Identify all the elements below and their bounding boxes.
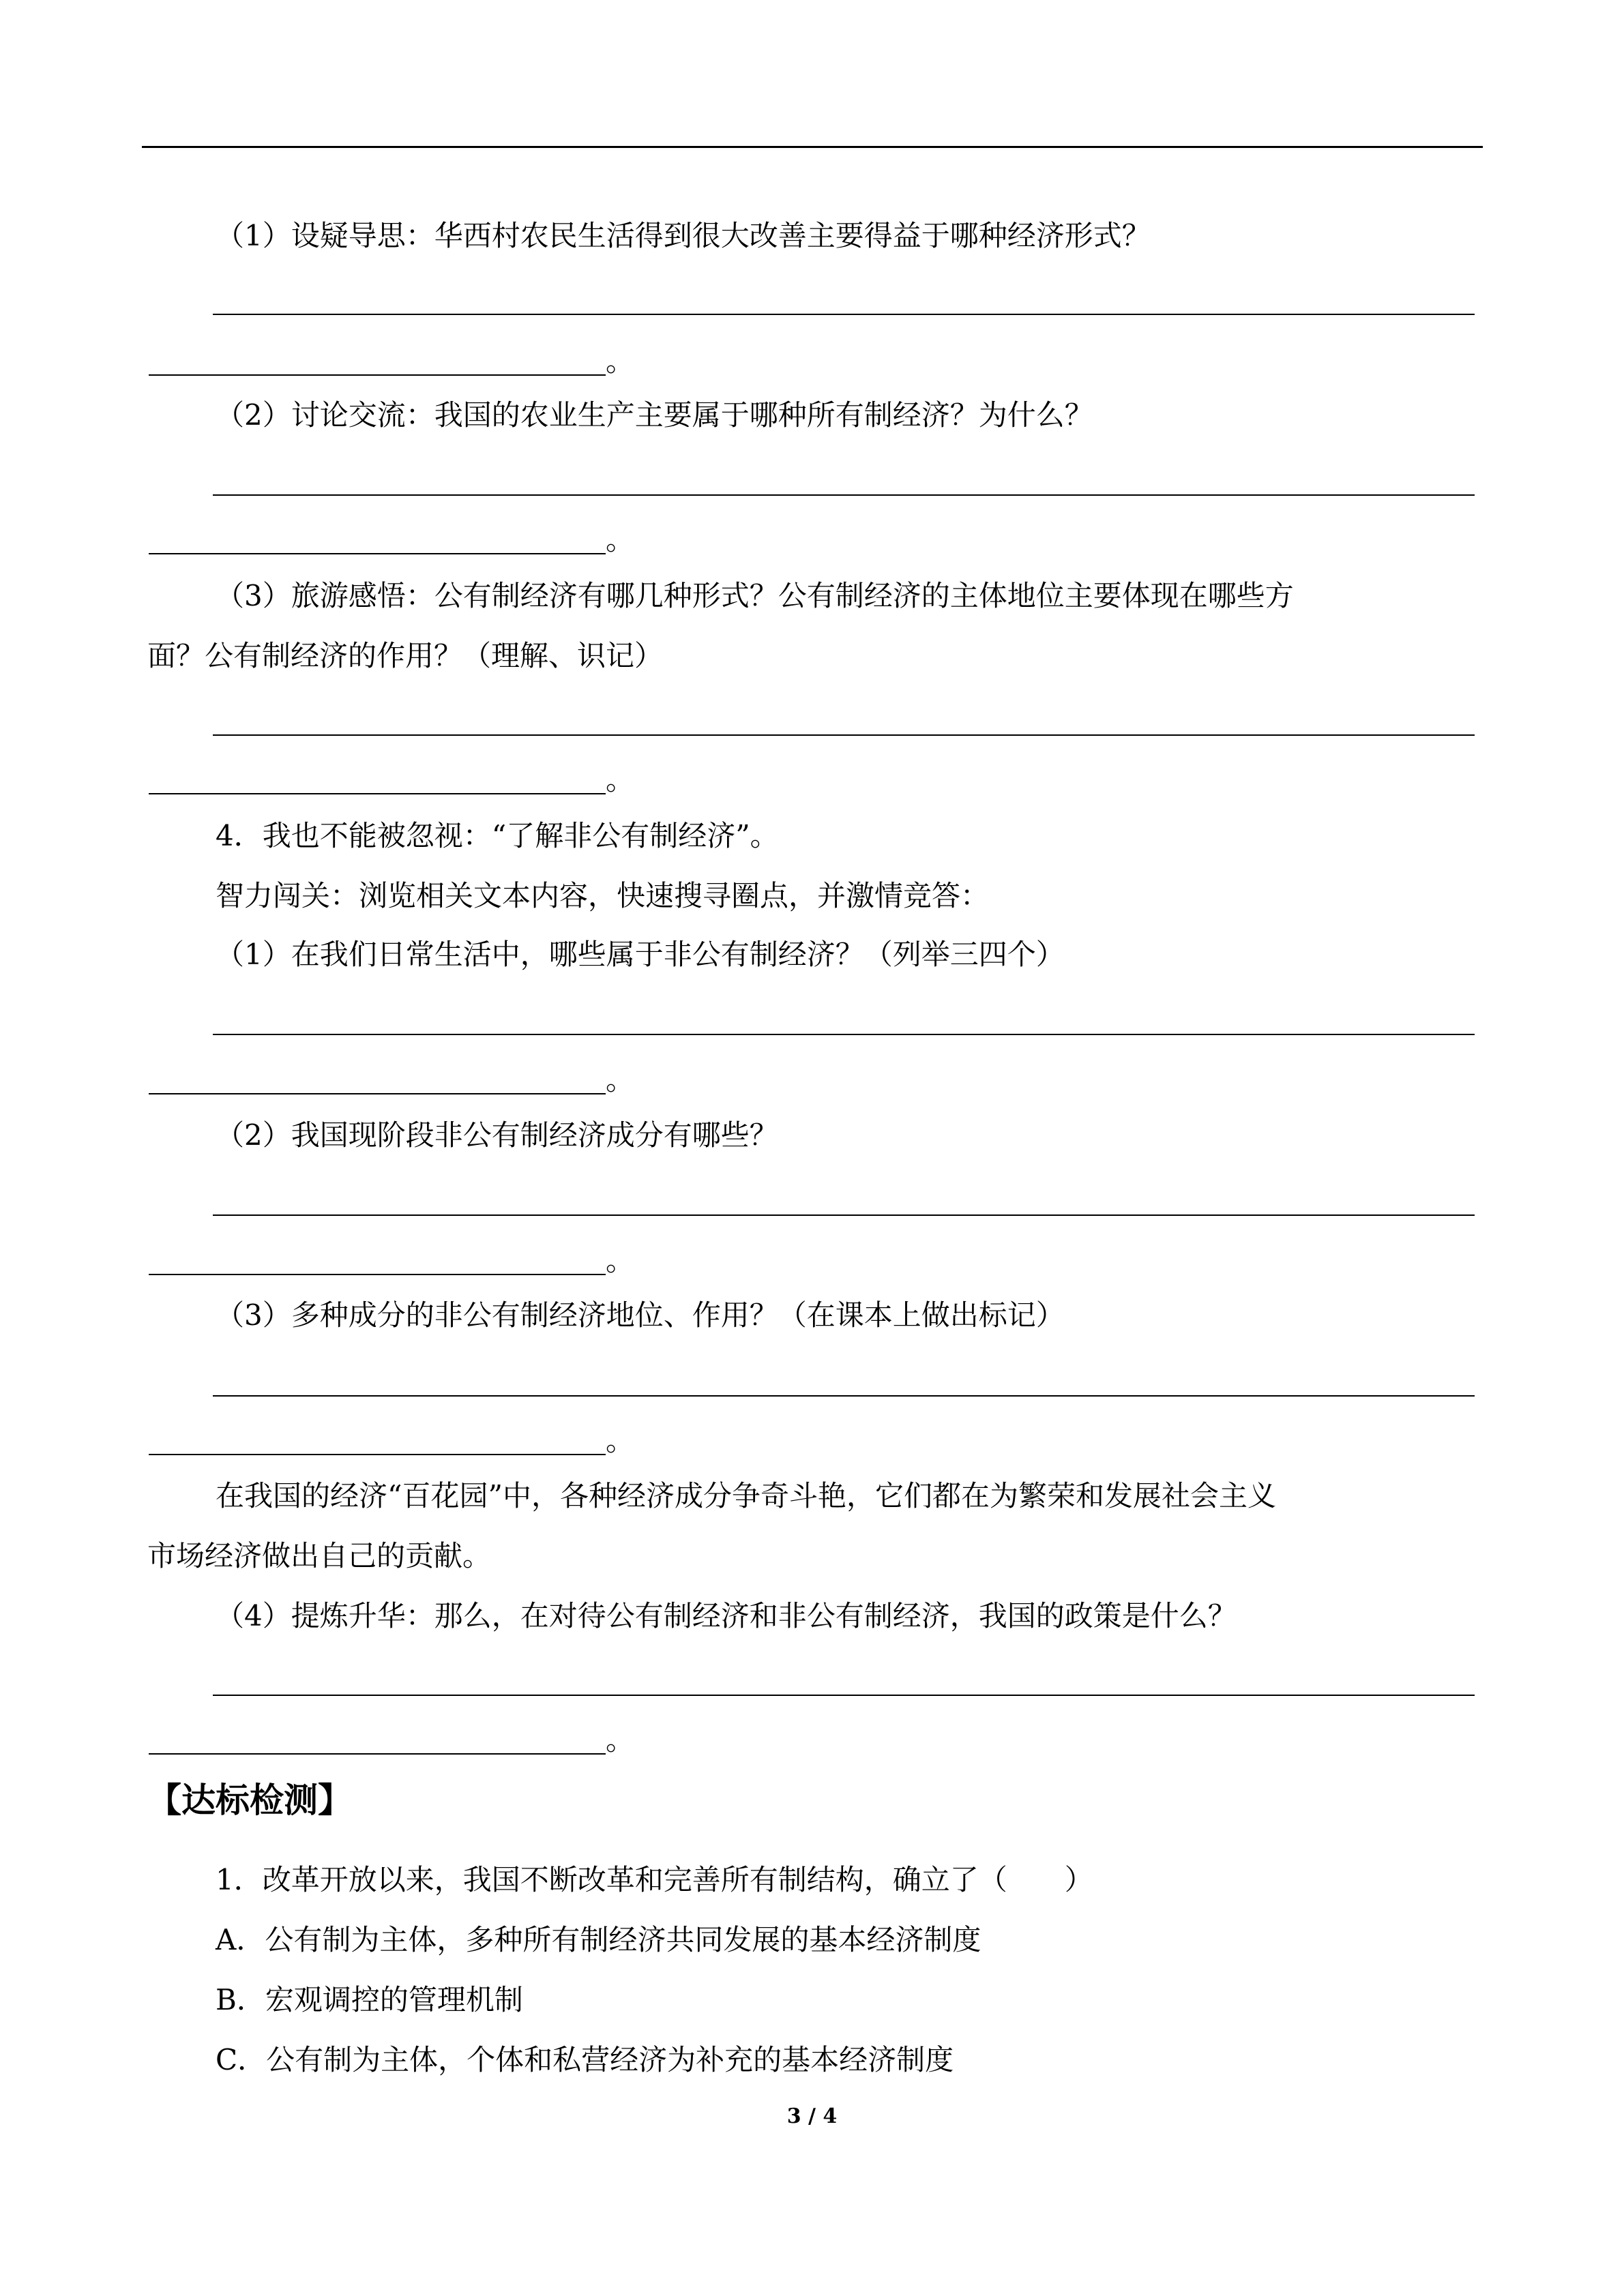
question-2: （2）讨论交流：我国的农业生产主要属于哪种所有制经济？为什么？ xyxy=(216,398,1093,432)
item-4-heading: 4．我也不能被忽视：“了解非公有制经济”。 xyxy=(216,819,779,852)
question-4-4: （4）提炼升华：那么，在对待公有制经济和非公有制经济，我国的政策是什么？ xyxy=(216,1599,1237,1632)
answer-end-mark: 。 xyxy=(606,1063,635,1097)
answer-line xyxy=(213,1034,1475,1035)
section-title: 【达标检测】 xyxy=(147,1780,352,1820)
question-1: （1）设疑导思：华西村农民生活得到很大改善主要得益于哪种经济形式？ xyxy=(216,219,1151,252)
answer-line xyxy=(149,1093,606,1094)
question-3: （3）旅游感悟：公有制经济有哪几种形式？公有制经济的主体地位主要体现在哪些方 xyxy=(216,579,1294,612)
question-4-1: （1）在我们日常生活中，哪些属于非公有制经济？（列举三四个） xyxy=(216,938,1065,971)
answer-line xyxy=(213,1214,1475,1216)
paragraph-text-cont: 市场经济做出自己的贡献。 xyxy=(147,1539,492,1572)
header-rule xyxy=(142,146,1483,148)
quiz-question: 1．改革开放以来，我国不断改革和完善所有制结构，确立了（ ） xyxy=(216,1863,1093,1896)
quiz-option-b: B．宏观调控的管理机制 xyxy=(216,1983,523,2016)
answer-line xyxy=(149,1454,606,1455)
answer-line xyxy=(149,793,606,794)
answer-end-mark: 。 xyxy=(606,763,635,796)
answer-end-mark: 。 xyxy=(606,1723,635,1757)
page-number: 3 / 4 xyxy=(786,2104,838,2128)
question-4-3: （3）多种成分的非公有制经济地位、作用？（在课本上做出标记） xyxy=(216,1298,1065,1332)
answer-line xyxy=(213,494,1475,496)
answer-end-mark: 。 xyxy=(606,1424,635,1457)
answer-line xyxy=(213,1695,1475,1696)
answer-line xyxy=(213,314,1475,315)
answer-end-mark: 。 xyxy=(606,344,635,378)
question-3-cont: 面？公有制经济的作用？（理解、识记） xyxy=(147,639,664,672)
question-4-2: （2）我国现阶段非公有制经济成分有哪些？ xyxy=(216,1118,778,1152)
answer-line xyxy=(149,1753,606,1755)
answer-end-mark: 。 xyxy=(606,1244,635,1277)
quiz-option-a: A．公有制为主体，多种所有制经济共同发展的基本经济制度 xyxy=(216,1923,981,1956)
paragraph-text: 在我国的经济“百花园”中，各种经济成分争奇斗艳，它们都在为繁荣和发展社会主义 xyxy=(216,1479,1276,1512)
answer-line xyxy=(213,734,1475,736)
answer-line xyxy=(149,553,606,554)
instruction-text: 智力闯关：浏览相关文本内容，快速搜寻圈点，并激情竞答： xyxy=(216,879,990,912)
answer-end-mark: 。 xyxy=(606,523,635,556)
quiz-option-c: C．公有制为主体，个体和私营经济为补充的基本经济制度 xyxy=(216,2043,954,2076)
answer-line xyxy=(149,1274,606,1275)
answer-line xyxy=(149,374,606,376)
answer-line xyxy=(213,1395,1475,1397)
